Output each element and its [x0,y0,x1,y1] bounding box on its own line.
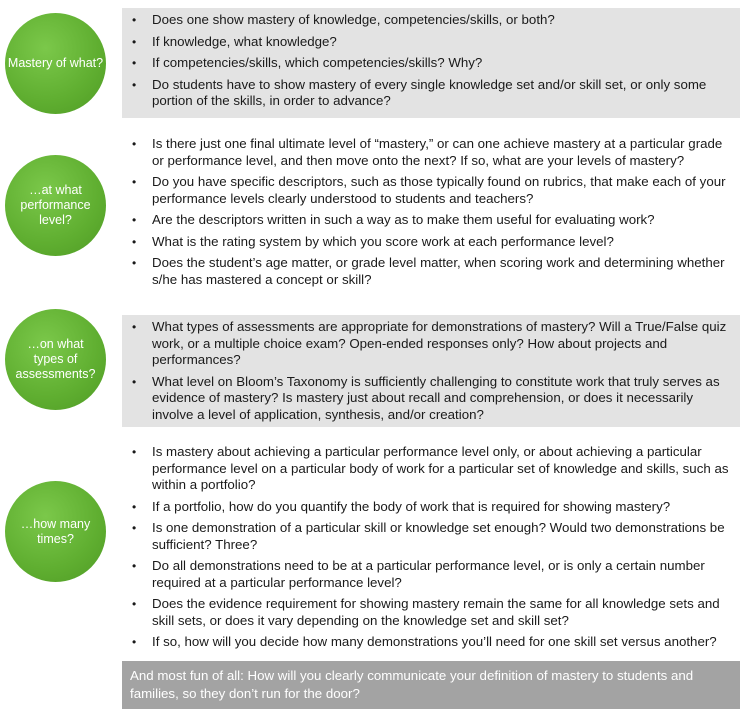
list-item: • Do all demonstrations need to be at a particular performance level, or is only a certain number required at a particular performance level? [130,558,732,591]
list-item: • Is mastery about achieving a particular performance level only, or about achieving a particular performance level on a particular body of work for a particular set of knowledge and skills, such as within a portfolio? [130,444,732,494]
list-item: • What types of assessments are appropriate for demonstrations of mastery? Will a True/False quiz work, or a multiple choice exam? Open-ended responses only? How about projects and performances? [130,319,732,369]
list-item: • Is one demonstration of a particular skill or knowledge set enough? Would two demonstrations be sufficient? Three? [130,520,732,553]
circle-types-of-assessments: …on what types of assessments? [5,309,106,410]
list-item: • Does the student’s age matter, or grade level matter, when scoring work and determining whether s/he has mastered a concept or skill? [130,255,732,288]
question-list [130,136,732,288]
panel-performance-level [122,132,740,304]
list-item: • Are the descriptors written in such a way as to make them useful for evaluating work? [130,212,732,229]
list-item: • Does the evidence requirement for showing mastery remain the same for all knowledge sets and skill sets, or does it vary depending on the knowledge set and skill set? [130,596,732,629]
list-item: • If so, how will you decide how many demonstrations you’ll need for one skill set versus another? [130,634,732,651]
panel-how-many-times [122,440,740,658]
circle-mastery-of-what: Mastery of what? [5,13,106,114]
question-list [130,12,732,110]
question-list [130,444,732,651]
panel-types-of-assessments [122,315,740,427]
list-item: • Do students have to show mastery of every single knowledge set and/or skill set, or only some portion of the skills, in order to advance? [130,77,732,110]
panel-mastery-of-what [122,8,740,118]
list-item: • What level on Bloom’s Taxonomy is sufficiently challenging to constitute work that truly serves as evidence of mastery? Is mastery just about recall and comprehension, or does it necessarily involve a level of application, synthesis, and/or creation? [130,374,732,424]
list-item: • Is there just one final ultimate level of “mastery,” or can one achieve mastery at a particular grade or performance level, and then move onto the next? If so, what are your levels of mastery? [130,136,732,169]
circle-how-many-times: …how many times? [5,481,106,582]
list-item: • Do you have specific descriptors, such as those typically found on rubrics, that make each of your performance levels clearly understood to students and teachers? [130,174,732,207]
circle-performance-level: …at what performance level? [5,155,106,256]
list-item: • If knowledge, what knowledge? [130,34,732,51]
list-item: • If a portfolio, how do you quantify the body of work that is required for showing mastery? [130,499,732,516]
list-item: • What is the rating system by which you score work at each performance level? [130,234,732,251]
list-item: • Does one show mastery of knowledge, competencies/skills, or both? [130,12,732,29]
list-item: • If competencies/skills, which competencies/skills? Why? [130,55,732,72]
closing-question-banner: And most fun of all: How will you clearly communicate your definition of mastery to students and families, so they don’t run for the door? [122,661,740,709]
question-list [130,319,732,423]
